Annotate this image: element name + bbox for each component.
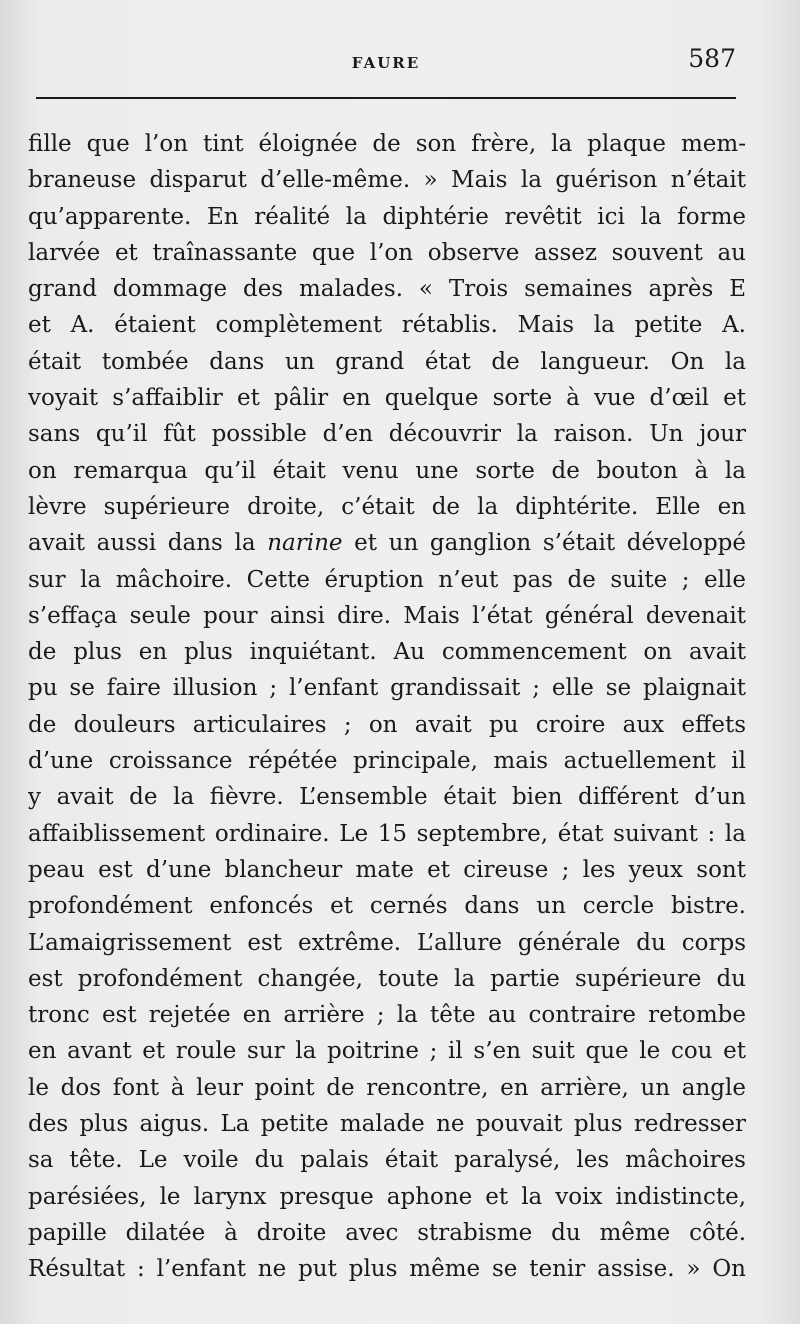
page-number: 587: [688, 44, 736, 73]
running-head: FAURE: [351, 54, 421, 72]
text-line: parésiées, le larynx presque aphone et la voix indistincte,: [28, 1183, 746, 1210]
text-line: de douleurs articulaires ; on avait pu croire aux effets: [28, 711, 746, 738]
text-line: sur la mâchoire. Cette éruption n’eut pas de suite ; elle: [28, 566, 746, 593]
text-line: tronc est rejetée en arrière ; la tête au contraire retombe: [28, 1002, 746, 1029]
page-header: [36, 44, 736, 84]
text-line: était tombée dans un grand état de langueur. On la: [28, 348, 746, 375]
text-line: lèvre supérieure droite, c’était de la diphtérite. Elle en: [28, 493, 746, 520]
text-line: et A. étaient complètement rétablis. Mais la petite A.: [28, 312, 746, 339]
text-line: sans qu’il fût possible d’en découvrir la raison. Un jour: [28, 421, 746, 448]
body-text: [28, 126, 746, 1288]
text-line: de plus en plus inquiétant. Au commencement on avait: [28, 639, 746, 666]
text-line: des plus aigus. La petite malade ne pouvait plus redresser: [28, 1111, 746, 1138]
text-line: larvée et traînassante que l’on observe assez souvent au: [28, 239, 746, 266]
text-line: s’effaça seule pour ainsi dire. Mais l’état général devenait: [28, 602, 746, 629]
text-line: on remarqua qu’il était venu une sorte de bouton à la: [28, 457, 746, 484]
text-line: fille que l’on tint éloignée de son frère, la plaque mem-: [28, 131, 746, 157]
text-line: le dos font à leur point de rencontre, en arrière, un angle: [28, 1074, 746, 1101]
text-line: grand dommage des malades. « Trois semaines après E: [28, 276, 746, 303]
text-line: voyait s’affaiblir et pâlir en quelque sorte à vue d’œil et: [28, 385, 746, 412]
text-line: avait aussi dans la narine et un ganglion s’était développé: [28, 530, 746, 557]
text-line: profondément enfoncés et cernés dans un cercle bistre.: [28, 893, 746, 920]
text-line: y avait de la fièvre. L’ensemble était bien différent d’un: [28, 784, 746, 811]
text-line: d’une croissance répétée principale, mais actuellement il: [28, 748, 746, 775]
text-line: L’amaigrissement est extrême. L’allure générale du corps: [28, 929, 746, 956]
text-line: peau est d’une blancheur mate et cireuse ; les yeux sont: [28, 856, 746, 883]
italic-word: narine: [267, 530, 343, 557]
text-line: pu se faire illusion ; l’enfant grandissait ; elle se plaignait: [28, 675, 746, 702]
text-line: est profondément changée, toute la partie supérieure du: [28, 965, 746, 992]
text-line: braneuse disparut d’elle-même. » Mais la guérison n’était: [28, 167, 746, 194]
text-line: papille dilatée à droite avec strabisme du même côté.: [28, 1219, 746, 1246]
header-rule: [36, 97, 736, 99]
text-line: sa tête. Le voile du palais était paralysé, les mâchoires: [28, 1147, 746, 1174]
text-line: en avant et roule sur la poitrine ; il s’en suit que le cou et: [28, 1038, 746, 1065]
text-line: Résultat : l’enfant ne put plus même se tenir assise. » On: [28, 1256, 746, 1283]
text-line: affaiblissement ordinaire. Le 15 septembre, état suivant : la: [28, 820, 746, 847]
text-line: qu’apparente. En réalité la diphtérie revêtit ici la forme: [28, 203, 746, 230]
